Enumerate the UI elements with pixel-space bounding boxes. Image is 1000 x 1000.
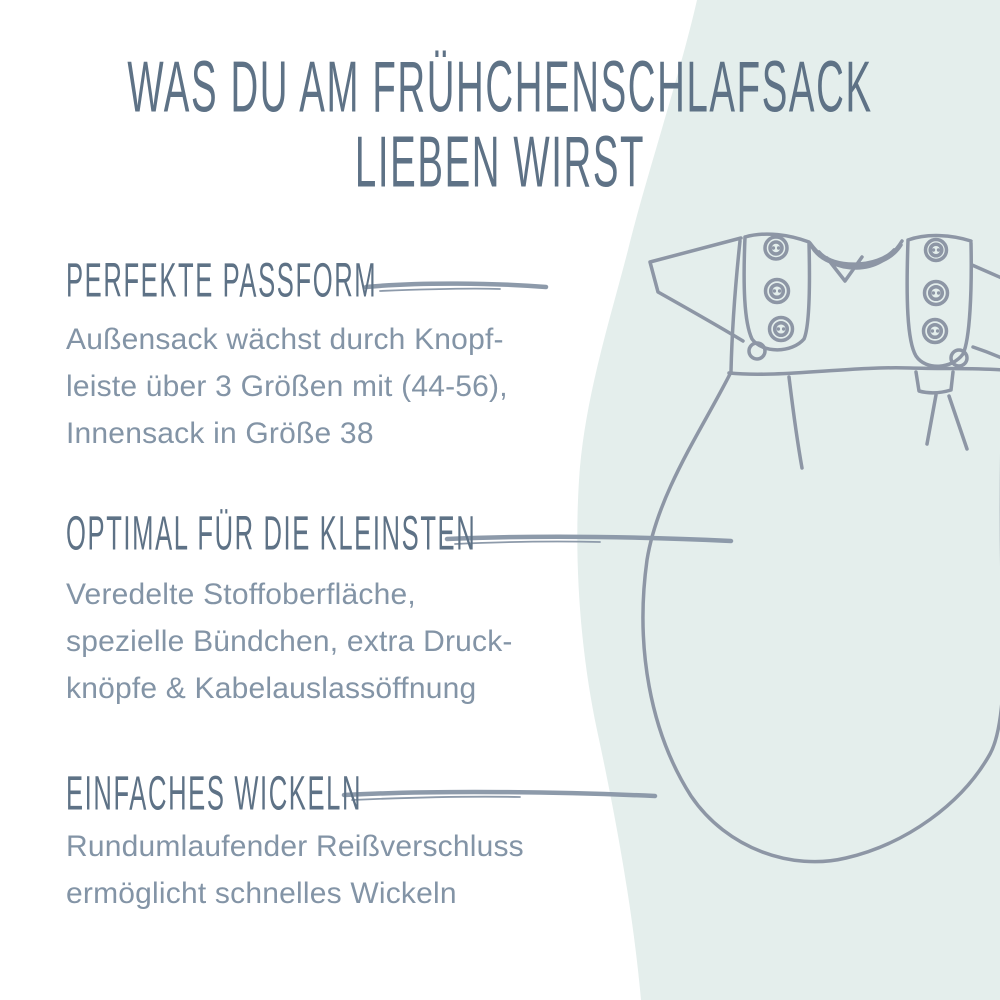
body-line: knöpfe & Kabelauslassöffnung (66, 672, 477, 705)
body-line: ermöglicht schnelles Wickeln (66, 877, 457, 910)
section-body-optimal-fuer-die-kleinsten (66, 571, 513, 712)
body-line: Veredelte Stoffoberfläche, (66, 578, 416, 611)
body-line: leiste über 3 Größen mit (44-56), (66, 370, 508, 403)
body-line: spezielle Bündchen, extra Druck- (66, 625, 513, 658)
section-heading-einfaches-wickeln: EINFACHES WICKELN (66, 766, 363, 820)
body-line: Rundumlaufender Reißverschluss (66, 830, 524, 863)
connector-line-3-texture (352, 797, 520, 800)
section-body-einfaches-wickeln (66, 823, 524, 917)
connector-line-3 (344, 792, 655, 796)
body-line: Innensack in Größe 38 (66, 417, 374, 450)
page-title-line-1: WAS DU AM FRÜHCHENSCHLAFSACK (127, 48, 873, 128)
connector-line-1 (366, 284, 546, 287)
connector-line-1-texture (380, 289, 500, 291)
section-heading-optimal-fuer-die-kleinsten: OPTIMAL FÜR DIE KLEINSTEN (66, 506, 477, 560)
section-body-perfekte-passform (66, 316, 508, 457)
page-title-line-2: LIEBEN WIRST (354, 123, 646, 203)
body-line: Außensack wächst durch Knopf- (66, 323, 504, 356)
section-heading-perfekte-passform: PERFEKTE PASSFORM (66, 253, 378, 307)
